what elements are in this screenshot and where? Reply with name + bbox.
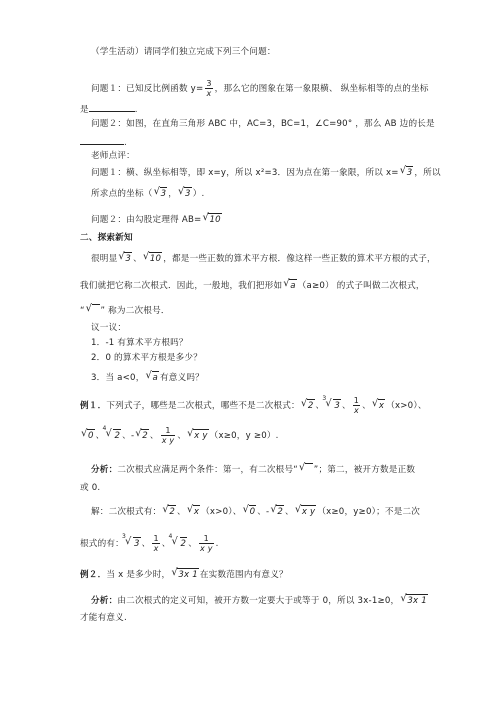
sqrt-a-discuss: √ a [146,371,159,384]
fraction-1-over-xy: $\frac{1}{\text{x y}}$ [161,426,175,445]
sol-cbrt-3: √ 3 3 [125,537,141,550]
example-2: 例２．当 x 是多少时，√ 3x 1 在实数范围内有意义？ [80,568,288,581]
sol-fraction-1-over-xy: $\frac{1}{\text{x y}}$ [200,534,213,553]
sol-sqrt-0: √ 0 [243,505,257,518]
sqrt-10-inline: √ 10 [143,252,162,265]
fraction-3-over-x: $\frac{3}{x}$ [206,79,212,98]
paragraph-1-line-1: 很明显√ 3 、√ 10 ，都是一些正数的算术平方根．像这样一些正数的算术平方根的式子， [91,252,436,265]
analysis-1-line-2: 或 0. [80,483,101,493]
fraction-1-over-x: $\frac{1}{x}$ [353,396,360,415]
question-1-line-1: 问题１：已知反比例函数 y= $\frac{3}{x}$ ，那么它的图象在第一象限横、 纵坐标相等的点的坐标 [91,79,429,98]
answer-blank-1 [89,102,135,112]
analysis-2-line-1: 分析：由二次根式的定义可知，被开方数一定要大于或等于 0，所以 3x-1≥0，√ 3x 1 [91,594,429,607]
sqrt-3-inline: √ 3 [118,252,132,265]
sol-sqrt-2: √ 2 [162,505,176,518]
analysis-2-line-2: 才能有意义. [80,613,127,623]
sol-fraction-1-over-x: $\frac{1}{x}$ [153,534,159,553]
discuss-title: 议一议： [91,323,127,333]
sqrt-0: √ 0 [81,429,95,442]
sqrt-3: √ 3 [400,166,414,179]
paragraph-1-line-3: “√ ” 称为二次根号． [80,304,170,317]
sol-sqrt-2-neg: √ 2 [270,505,284,518]
answer-2: 问题２：由勾股定理得 AB=√ 10 [91,213,223,226]
intro-text: （学生活动）请同学们独立完成下列三个问题： [91,47,276,57]
sqrt-2: √ 2 [301,399,315,412]
example-1-line-1: 例１．下列式子，哪些是二次根式，哪些不是二次根式：√ 2 、 √ 3 3 、 $\frac{1}{x}$ 、√ x （x>0）、 [80,396,427,415]
sqrt-xy: √ x y [187,429,209,442]
sqrt-3x-1: √ 3x 1 [171,568,199,581]
question-2-line-1: 问题２：如图，在直角三角形 ABC 中，AC=3，BC=1，∠C=90° ，那么 AB 边的长是 [91,119,435,129]
answer-blank-2 [80,135,124,145]
question-1-line-2: 是 . [80,102,138,116]
sol-sqrt-xy: √ x y [295,505,317,518]
sqrt-3-x: √ 3 [154,187,168,200]
example-1-line-2: √ 0 、 √ 4 2 、-√ 2 、 $\frac{1}{\text{x y}}$ 、√ x y （x≥0，y ≥0）. [80,426,279,445]
teacher-comment-title: 老师点评： [91,151,135,161]
sqrt-3x-1-analysis: √ 3x 1 [400,594,428,607]
analysis-1-line-1: 分析：二次根式应满足两个条件：第一，有二次根号“√ ”；第二，被开方数是正数 [91,463,415,476]
cbrt-3: √ 3 3 [325,399,341,412]
section-2-heading: 二、探索新知 [80,233,133,243]
discuss-item-3: 3．当 a<0，√ a 有意义吗？ [91,371,204,384]
paragraph-1-line-2: 我们就把它称二次根式．因此，一般地，我们把形如√ a （a≥0） 的式子叫做二次根式， [80,279,425,292]
sqrt-2-neg: √ 2 [135,429,149,442]
radical-sign-symbol-2 [299,463,313,476]
discuss-item-1: 1．-1 有算术平方根吗？ [91,338,188,348]
fourth-root-2: √ 4 2 [105,429,121,442]
discuss-item-2: 2．0 的算术平方根是多少？ [91,353,202,363]
solution-1-line-1: 解：二次根式有：√ 2 、√ x （x>0）、√ 0 、-√ 2 、√ x y （x≥0，y≥0）；不是二次 [91,505,420,518]
sqrt-10: √ 10 [202,213,221,226]
question-2-line-2: . [80,135,127,149]
answer-1-line-1: 问题１：横、纵坐标相等，即 x=y，所以 x²=3．因为点在第一象限，所以 x=√ 3 ，所以 [91,166,441,179]
sol-fourth-root-2: √ 4 2 [172,537,188,550]
solution-1-line-2: 根式的有： √ 3 3 、 $\frac{1}{x}$ 、 √ 4 2 、 $\frac{1}{\text{x y}}$ . [80,534,219,553]
sqrt-x: √ x [372,399,385,412]
sqrt-a: √ a [283,279,296,292]
sol-sqrt-x: √ x [187,505,200,518]
radical-sign-symbol [86,304,100,317]
sqrt-3-y: √ 3 [178,187,192,200]
answer-1-line-2: 所求点的坐标（√ 3 ，√ 3 ）. [91,187,204,200]
